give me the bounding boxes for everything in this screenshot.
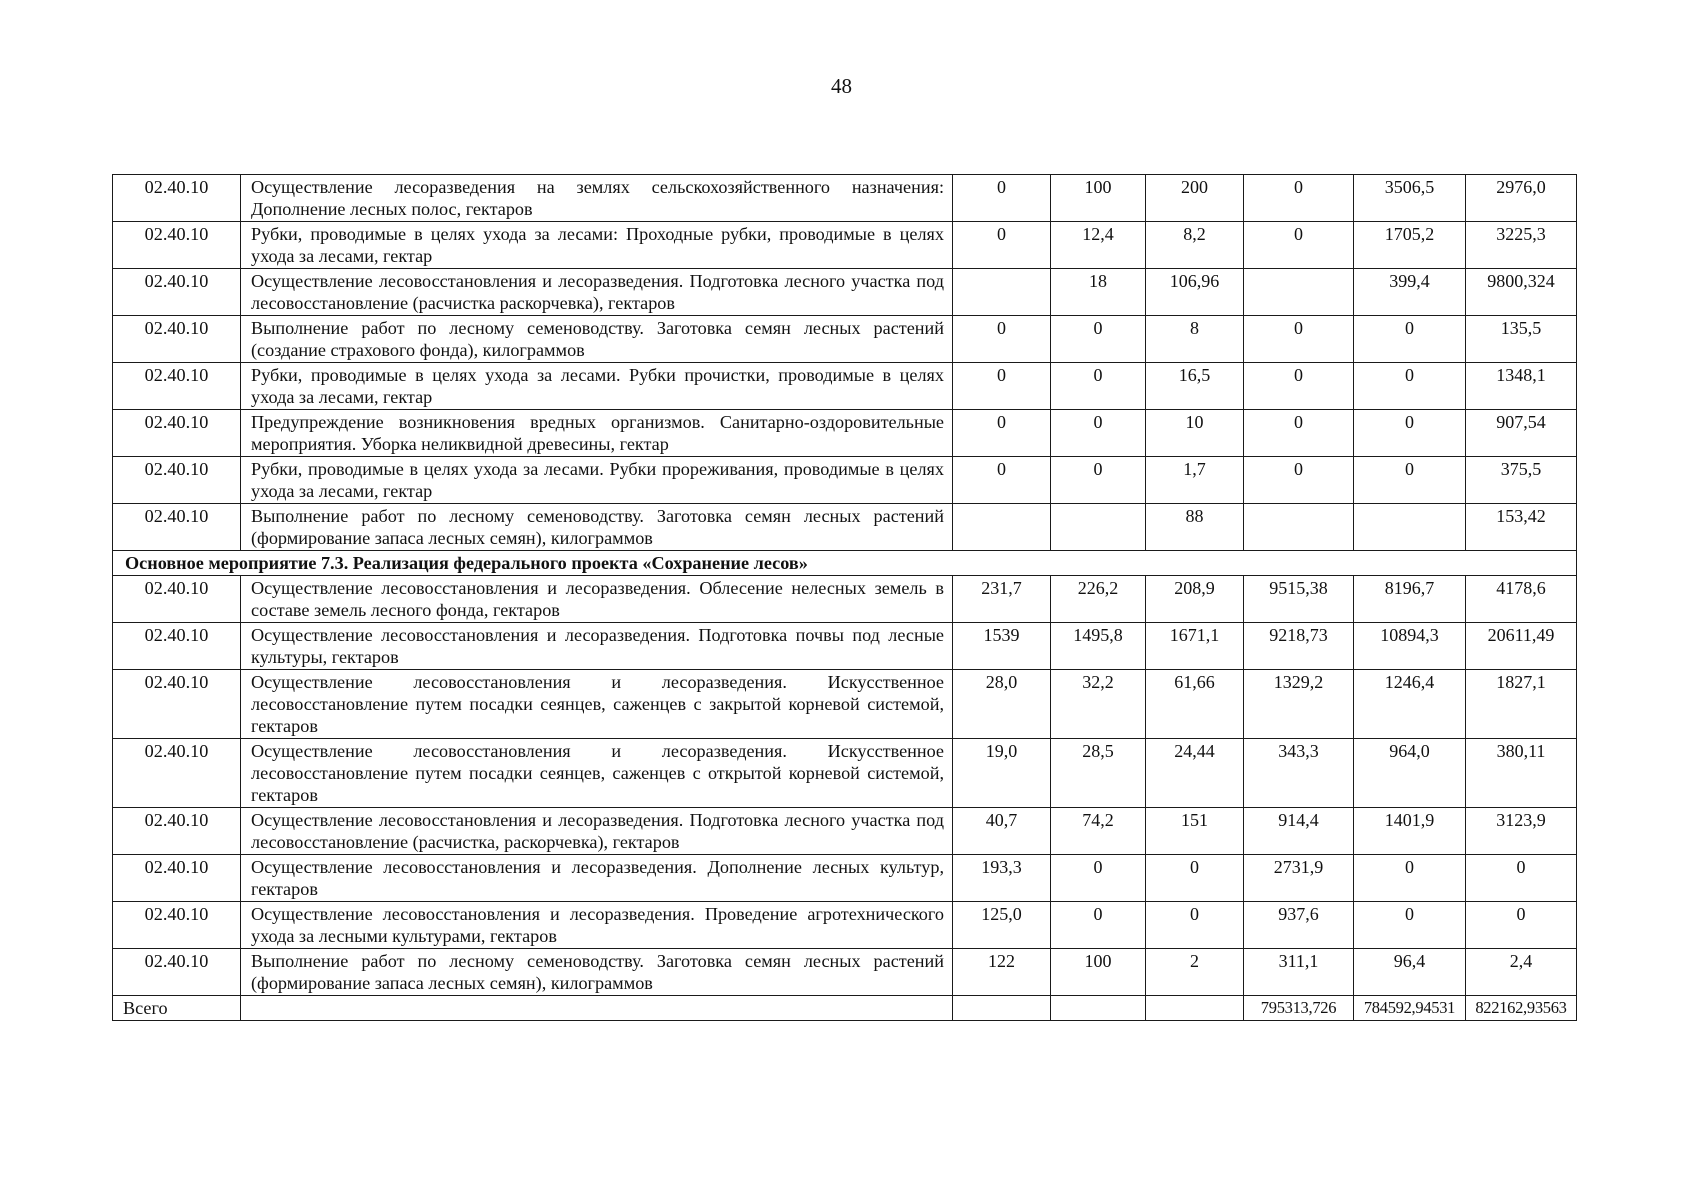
value-cell: 0 [953, 457, 1051, 504]
table-row [113, 457, 1577, 504]
total-value-cell [953, 996, 1051, 1021]
value-cell: 193,3 [953, 855, 1051, 902]
activity-description-cell: Осуществление лесовосстановления и лесоразведения. Проведение агротехнического ухода за лесными культурами, гектаров [241, 902, 953, 949]
value-cell: 2976,0 [1466, 175, 1577, 222]
value-cell: 3225,3 [1466, 222, 1577, 269]
value-cell: 0 [953, 175, 1051, 222]
value-cell: 0 [953, 222, 1051, 269]
value-cell: 10894,3 [1354, 623, 1466, 670]
value-cell: 0 [1354, 363, 1466, 410]
budget-code-cell: 02.40.10 [113, 623, 241, 670]
total-value-cell [1146, 996, 1244, 1021]
activity-description-cell: Осуществление лесовосстановления и лесоразведения. Искусственное лесовосстановление путем посадки сеянцев, саженцев с закрытой корневой системой, гектаров [241, 670, 953, 739]
value-cell: 3506,5 [1354, 175, 1466, 222]
budget-code-cell: 02.40.10 [113, 949, 241, 996]
activity-description-cell: Осуществление лесовосстановления и лесоразведения. Дополнение лесных культур, гектаров [241, 855, 953, 902]
value-cell: 0 [1244, 316, 1354, 363]
value-cell: 106,96 [1146, 269, 1244, 316]
value-cell: 0 [1244, 410, 1354, 457]
value-cell: 122 [953, 949, 1051, 996]
section-row [113, 551, 1577, 576]
value-cell: 0 [1051, 457, 1146, 504]
value-cell: 1348,1 [1466, 363, 1577, 410]
value-cell: 399,4 [1354, 269, 1466, 316]
budget-code-cell: 02.40.10 [113, 739, 241, 808]
value-cell: 0 [1051, 410, 1146, 457]
table-row [113, 808, 1577, 855]
activity-description-cell: Предупреждение возникновения вредных организмов. Санитарно-оздоровительные мероприятия. Уборка неликвидной древесины, гектар [241, 410, 953, 457]
value-cell: 0 [1354, 902, 1466, 949]
value-cell: 231,7 [953, 576, 1051, 623]
total-value-cell: 822162,93563 [1466, 996, 1577, 1021]
value-cell: 20611,49 [1466, 623, 1577, 670]
data-table [112, 174, 1577, 1021]
value-cell: 16,5 [1146, 363, 1244, 410]
table-row [113, 269, 1577, 316]
value-cell: 1329,2 [1244, 670, 1354, 739]
total-label: Всего [113, 996, 241, 1021]
budget-code-cell: 02.40.10 [113, 670, 241, 739]
table-row [113, 410, 1577, 457]
page-number: 48 [831, 74, 852, 98]
budget-code-cell: 02.40.10 [113, 222, 241, 269]
value-cell: 0 [953, 363, 1051, 410]
value-cell: 0 [953, 316, 1051, 363]
activity-description-cell: Осуществление лесовосстановления и лесоразведения. Подготовка лесного участка под лесовосстановление (расчистка раскорчевка), гектаров [241, 269, 953, 316]
value-cell: 1495,8 [1051, 623, 1146, 670]
value-cell: 914,4 [1244, 808, 1354, 855]
total-value-cell: 795313,726 [1244, 996, 1354, 1021]
value-cell: 0 [1466, 855, 1577, 902]
value-cell: 0 [1244, 222, 1354, 269]
value-cell: 96,4 [1354, 949, 1466, 996]
value-cell: 0 [1244, 457, 1354, 504]
value-cell: 151 [1146, 808, 1244, 855]
value-cell: 907,54 [1466, 410, 1577, 457]
table-row [113, 363, 1577, 410]
table-row [113, 902, 1577, 949]
value-cell: 0 [1051, 316, 1146, 363]
activity-description-cell: Осуществление лесовосстановления и лесоразведения. Искусственное лесовосстановление путем посадки сеянцев, саженцев с открытой корневой системой, гектаров [241, 739, 953, 808]
value-cell: 200 [1146, 175, 1244, 222]
value-cell: 2731,9 [1244, 855, 1354, 902]
value-cell [1354, 504, 1466, 551]
value-cell: 964,0 [1354, 739, 1466, 808]
total-value-cell [1051, 996, 1146, 1021]
table-row [113, 316, 1577, 363]
activity-description-cell: Выполнение работ по лесному семеноводству. Заготовка семян лесных растений (создание страхового фонда), килограммов [241, 316, 953, 363]
value-cell [1244, 504, 1354, 551]
value-cell: 28,5 [1051, 739, 1146, 808]
value-cell: 0 [1354, 410, 1466, 457]
value-cell: 0 [1244, 363, 1354, 410]
value-cell: 10 [1146, 410, 1244, 457]
activity-description-cell: Выполнение работ по лесному семеноводству. Заготовка семян лесных растений (формирование запаса лесных семян), килограммов [241, 949, 953, 996]
table-row [113, 576, 1577, 623]
budget-code-cell: 02.40.10 [113, 269, 241, 316]
value-cell: 0 [1051, 902, 1146, 949]
table-row [113, 739, 1577, 808]
activity-description-cell: Осуществление лесовосстановления и лесоразведения. Подготовка лесного участка под лесовосстановление (расчистка, раскорчевка), гектаров [241, 808, 953, 855]
budget-code-cell: 02.40.10 [113, 855, 241, 902]
budget-code-cell: 02.40.10 [113, 363, 241, 410]
value-cell: 153,42 [1466, 504, 1577, 551]
value-cell: 40,7 [953, 808, 1051, 855]
value-cell: 12,4 [1051, 222, 1146, 269]
total-desc-cell [241, 996, 953, 1021]
value-cell: 32,2 [1051, 670, 1146, 739]
value-cell [953, 504, 1051, 551]
activity-description-cell: Осуществление лесоразведения на землях сельскохозяйственного назначения: Дополнение лесных полос, гектаров [241, 175, 953, 222]
value-cell [1244, 269, 1354, 316]
table-body [113, 175, 1577, 1021]
value-cell: 1539 [953, 623, 1051, 670]
value-cell: 8196,7 [1354, 576, 1466, 623]
budget-code-cell: 02.40.10 [113, 504, 241, 551]
value-cell: 1401,9 [1354, 808, 1466, 855]
value-cell: 1827,1 [1466, 670, 1577, 739]
value-cell: 74,2 [1051, 808, 1146, 855]
value-cell: 18 [1051, 269, 1146, 316]
activity-description-cell: Рубки, проводимые в целях ухода за лесами: Проходные рубки, проводимые в целях ухода за лесами, гектар [241, 222, 953, 269]
activity-description-cell: Осуществление лесовосстановления и лесоразведения. Облесение нелесных земель в составе земель лесного фонда, гектаров [241, 576, 953, 623]
value-cell: 9515,38 [1244, 576, 1354, 623]
value-cell: 0 [1146, 902, 1244, 949]
value-cell: 135,5 [1466, 316, 1577, 363]
value-cell: 125,0 [953, 902, 1051, 949]
value-cell: 8 [1146, 316, 1244, 363]
value-cell: 380,11 [1466, 739, 1577, 808]
section-title: Основное мероприятие 7.3. Реализация федерального проекта «Сохранение лесов» [113, 551, 1577, 576]
budget-code-cell: 02.40.10 [113, 457, 241, 504]
value-cell: 9218,73 [1244, 623, 1354, 670]
budget-code-cell: 02.40.10 [113, 576, 241, 623]
total-row [113, 996, 1577, 1021]
value-cell: 4178,6 [1466, 576, 1577, 623]
table-row [113, 670, 1577, 739]
table-row [113, 623, 1577, 670]
value-cell: 2,4 [1466, 949, 1577, 996]
value-cell: 1246,4 [1354, 670, 1466, 739]
table-row [113, 175, 1577, 222]
value-cell: 0 [953, 410, 1051, 457]
value-cell: 0 [1051, 855, 1146, 902]
value-cell: 226,2 [1051, 576, 1146, 623]
value-cell: 61,66 [1146, 670, 1244, 739]
value-cell: 3123,9 [1466, 808, 1577, 855]
total-value-cell: 784592,94531 [1354, 996, 1466, 1021]
value-cell: 0 [1354, 855, 1466, 902]
activity-description-cell: Осуществление лесовосстановления и лесоразведения. Подготовка почвы под лесные культуры, гектаров [241, 623, 953, 670]
value-cell: 2 [1146, 949, 1244, 996]
table-row [113, 222, 1577, 269]
table-row [113, 504, 1577, 551]
budget-code-cell: 02.40.10 [113, 808, 241, 855]
budget-code-cell: 02.40.10 [113, 316, 241, 363]
value-cell: 88 [1146, 504, 1244, 551]
value-cell: 19,0 [953, 739, 1051, 808]
value-cell: 208,9 [1146, 576, 1244, 623]
value-cell: 9800,324 [1466, 269, 1577, 316]
value-cell: 1705,2 [1354, 222, 1466, 269]
budget-code-cell: 02.40.10 [113, 175, 241, 222]
value-cell: 0 [1146, 855, 1244, 902]
activity-description-cell: Рубки, проводимые в целях ухода за лесами. Рубки прочистки, проводимые в целях ухода за лесами, гектар [241, 363, 953, 410]
table-row [113, 855, 1577, 902]
activity-description-cell: Рубки, проводимые в целях ухода за лесами. Рубки прореживания, проводимые в целях ухода за лесами, гектар [241, 457, 953, 504]
value-cell: 24,44 [1146, 739, 1244, 808]
value-cell [1051, 504, 1146, 551]
value-cell: 937,6 [1244, 902, 1354, 949]
value-cell: 375,5 [1466, 457, 1577, 504]
budget-code-cell: 02.40.10 [113, 410, 241, 457]
value-cell: 0 [1244, 175, 1354, 222]
value-cell: 343,3 [1244, 739, 1354, 808]
value-cell: 100 [1051, 949, 1146, 996]
value-cell: 311,1 [1244, 949, 1354, 996]
value-cell: 0 [1354, 457, 1466, 504]
value-cell: 100 [1051, 175, 1146, 222]
budget-code-cell: 02.40.10 [113, 902, 241, 949]
value-cell [953, 269, 1051, 316]
value-cell: 8,2 [1146, 222, 1244, 269]
value-cell: 28,0 [953, 670, 1051, 739]
value-cell: 1,7 [1146, 457, 1244, 504]
value-cell: 0 [1051, 363, 1146, 410]
activity-description-cell: Выполнение работ по лесному семеноводству. Заготовка семян лесных растений (формирование запаса лесных семян), килограммов [241, 504, 953, 551]
table-row [113, 949, 1577, 996]
value-cell: 0 [1466, 902, 1577, 949]
value-cell: 1671,1 [1146, 623, 1244, 670]
value-cell: 0 [1354, 316, 1466, 363]
